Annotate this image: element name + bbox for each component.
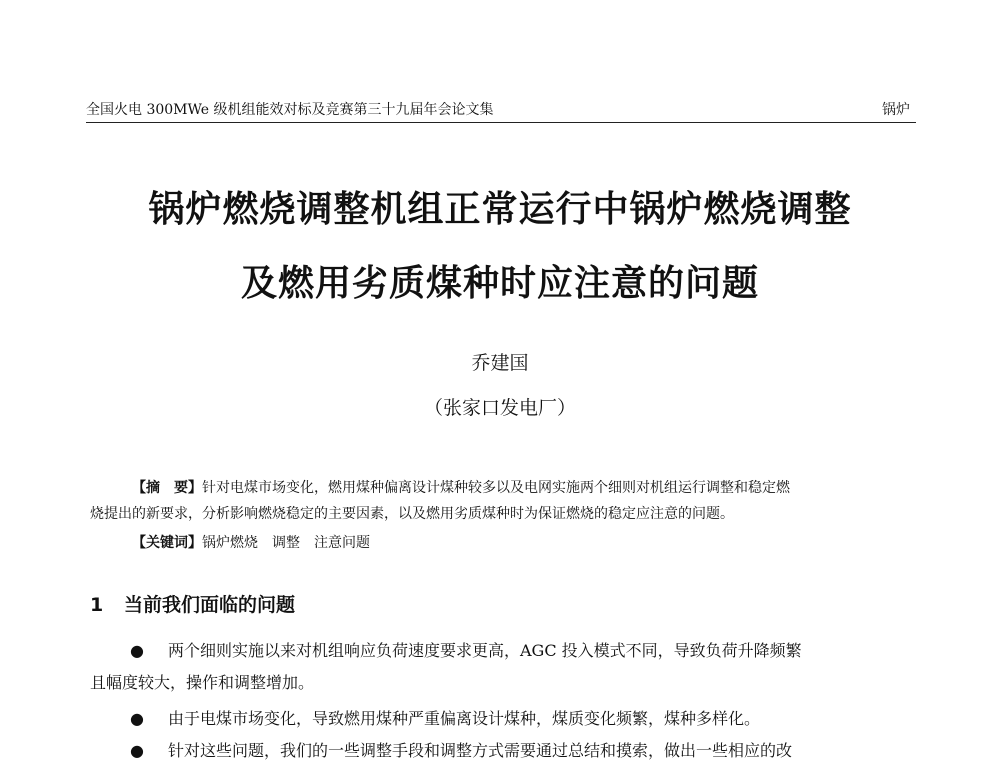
section-title: 当前我们面临的问题 xyxy=(124,594,296,616)
proceedings-title: 全国火电 300MWe 级机组能效对标及竞赛第三十九届年会论文集 xyxy=(86,102,494,118)
abstract-label: 【摘 要】 xyxy=(132,480,202,496)
paper-title-line-2: 及燃用劣质煤种时应注意的问题 xyxy=(240,263,759,304)
bullet-item-1 xyxy=(130,640,802,662)
author-name: 乔建国 xyxy=(471,352,529,374)
paper-title-line-1: 锅炉燃烧调整机组正常运行中锅炉燃烧调整 xyxy=(148,189,852,230)
keywords-line xyxy=(132,533,370,553)
section-number: 1 xyxy=(90,594,104,616)
abstract-text-1: 针对电煤市场变化，燃用煤种偏离设计煤种较多以及电网实施两个细则对机组运行调整和稳定燃 xyxy=(202,480,790,496)
running-header xyxy=(86,100,916,123)
section-heading xyxy=(90,593,295,617)
bullet-text-1: 两个细则实施以来对机组响应负荷速度要求更高，AGC 投入模式不同，导致负荷升降频繁 xyxy=(168,641,802,660)
author-affiliation: （张家口发电厂） xyxy=(423,397,576,419)
section-tag: 锅炉 xyxy=(882,102,910,118)
bullet-icon: ● xyxy=(130,641,144,660)
bullet-item-2 xyxy=(130,708,760,730)
bullet-item-3 xyxy=(130,740,792,762)
keywords-text: 锅炉燃烧 调整 注意问题 xyxy=(202,535,370,551)
bullet-icon: ● xyxy=(130,741,144,760)
bullet-text-2: 由于电煤市场变化，导致燃用煤种严重偏离设计煤种，煤质变化频繁，煤种多样化。 xyxy=(168,709,761,728)
bullet-icon: ● xyxy=(130,709,144,728)
keywords-label: 【关键词】 xyxy=(132,535,202,551)
bullet-item-1-continued: 且幅度较大，操作和调整增加。 xyxy=(90,673,315,692)
bullet-text-3: 针对这些问题，我们的一些调整手段和调整方式需要通过总结和摸索，做出一些相应的改 xyxy=(168,741,793,760)
abstract-line-1 xyxy=(132,478,790,498)
abstract-line-2: 烧提出的新要求，分析影响燃烧稳定的主要因素，以及燃用劣质煤种时为保证燃烧的稳定应注意的问题。 xyxy=(90,506,734,522)
